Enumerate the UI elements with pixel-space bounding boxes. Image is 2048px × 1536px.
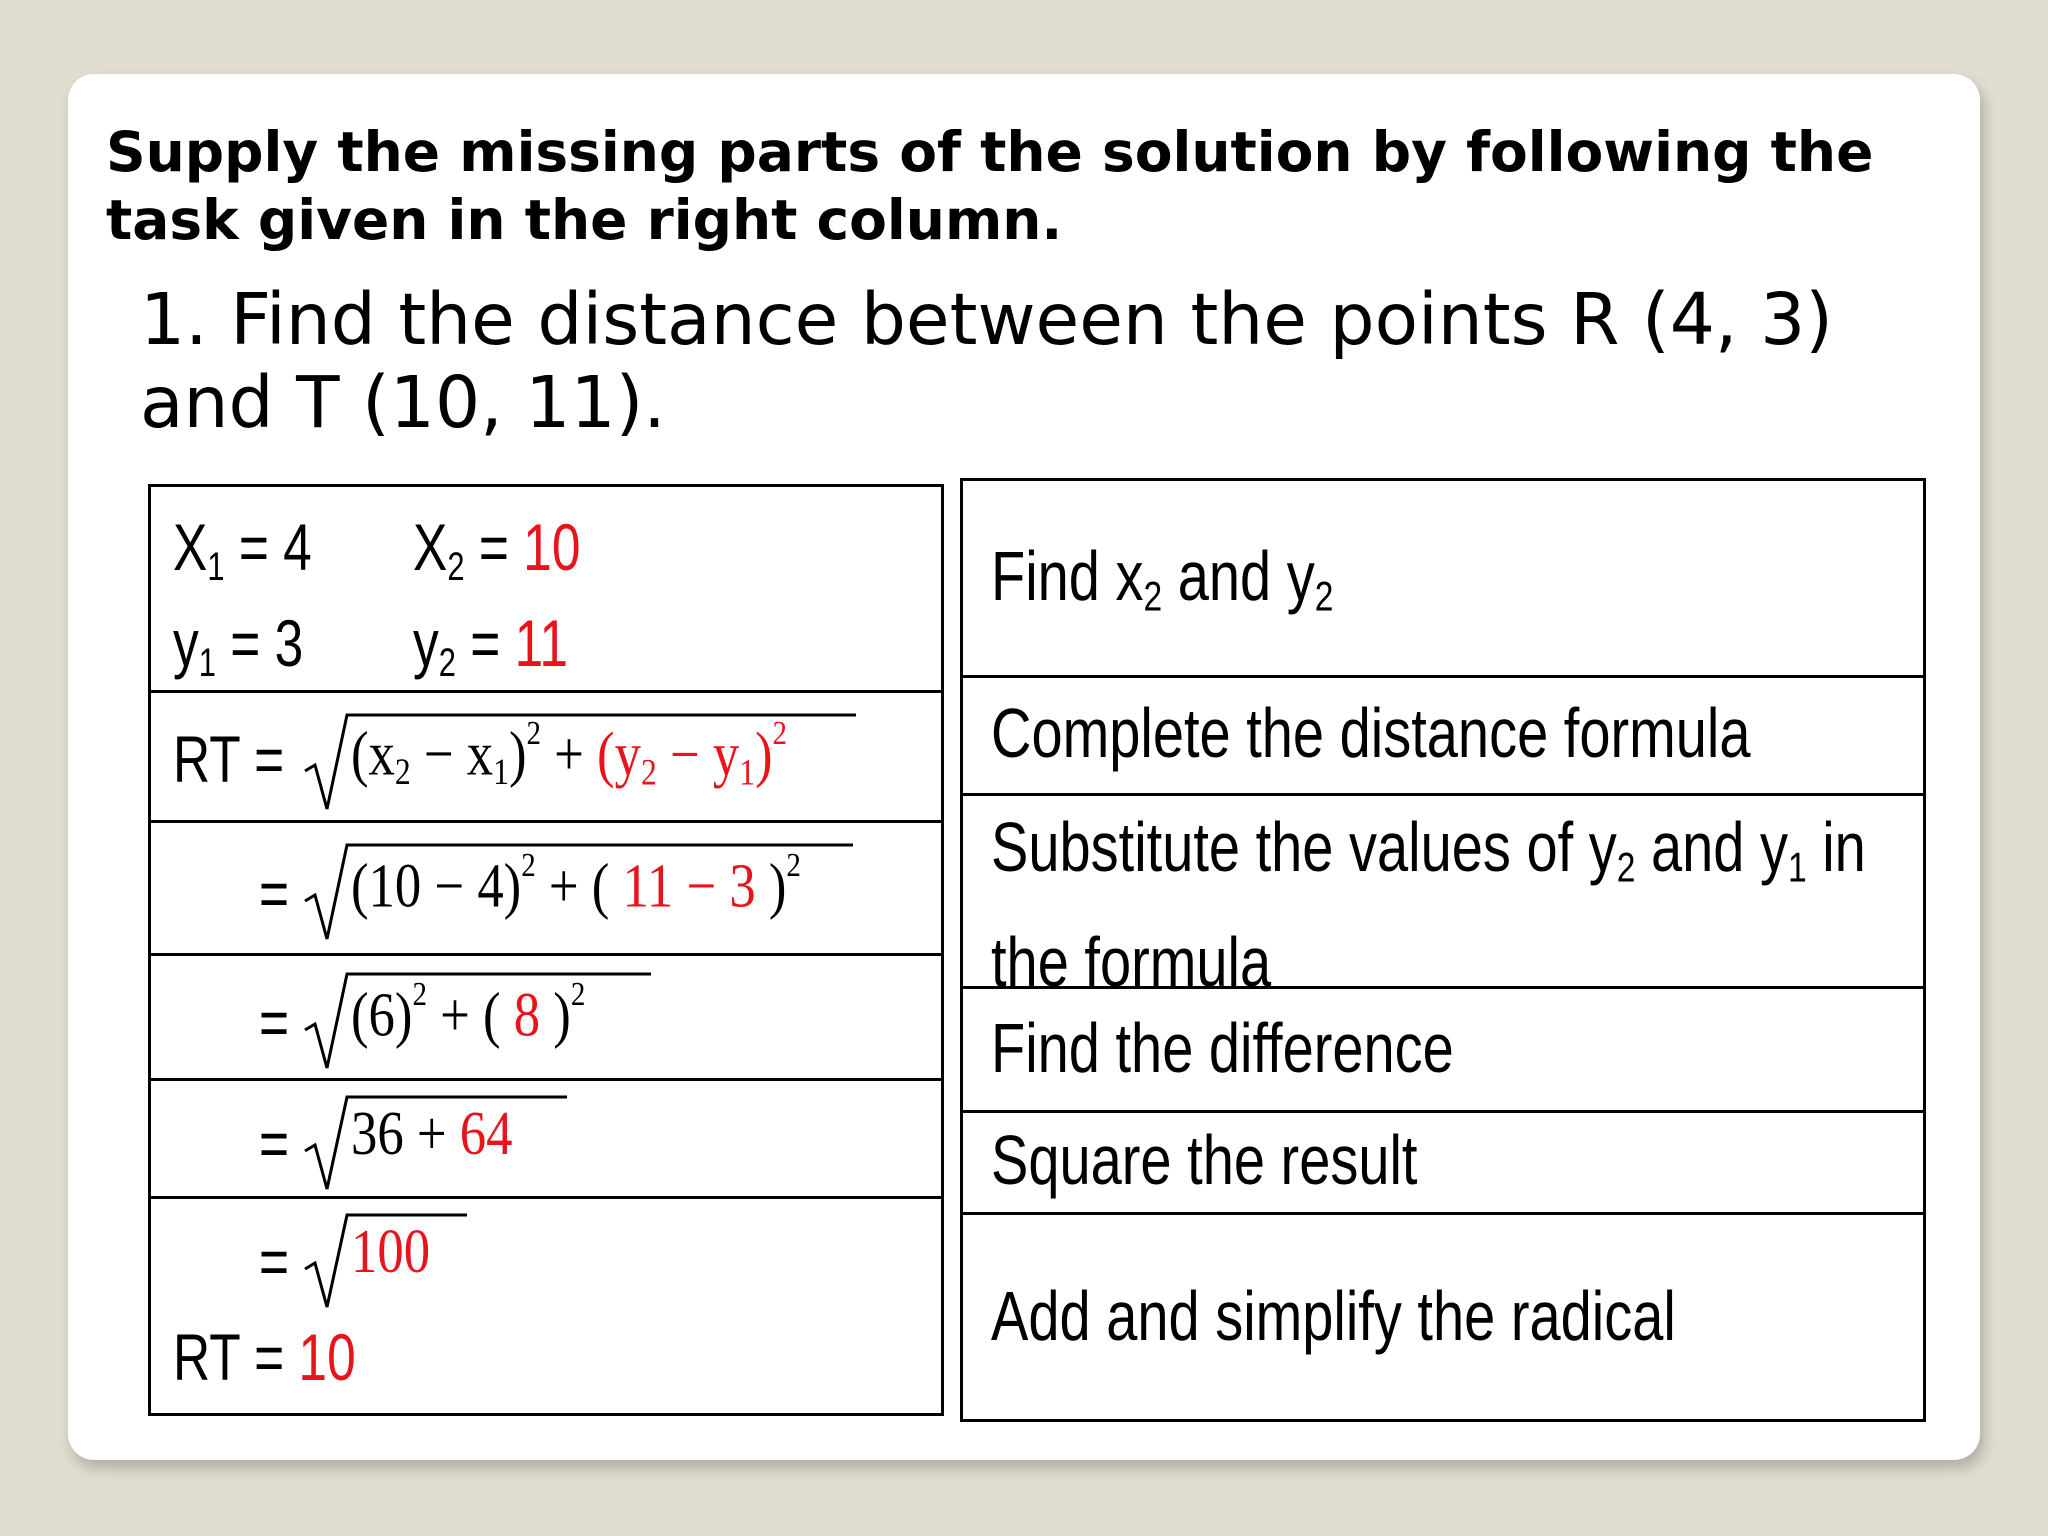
- final-answer: RT = 10: [173, 1320, 356, 1394]
- solution-table: [148, 484, 944, 1416]
- task-row-3: [963, 793, 1923, 1001]
- instruction-text: Supply the missing parts of the solution by following the task given in the right column.: [106, 120, 1874, 252]
- task-row-2: [963, 675, 1923, 793]
- sum-value: 100: [351, 1218, 431, 1286]
- formula-answer: $(y_2 - y_1)$: [597, 720, 773, 793]
- task-find-x2-y2: Find $x_2$ and $y_2$: [991, 537, 1334, 620]
- task-add-simplify: Add and simplify the radical: [991, 1277, 1676, 1355]
- task-row-1: [963, 481, 1923, 675]
- task-row-6: [963, 1212, 1923, 1425]
- task-substitute: Substitute the values of $y_2$ and $y_1$ in the formula: [991, 808, 1866, 1001]
- equals-sign: =: [259, 856, 290, 930]
- given-values-row: [151, 487, 941, 690]
- substitution-row: [151, 820, 941, 953]
- distance-formula: $(x_2 - x_1)^2 + (y_2 - y_1)^2$: [351, 715, 788, 793]
- task-complete-formula: Complete the distance formula: [991, 694, 1751, 772]
- formula-row: [151, 690, 941, 820]
- difference-row: [151, 953, 941, 1078]
- equals-sign: =: [259, 1106, 290, 1180]
- task-square-result: Square the result: [991, 1121, 1418, 1199]
- equals-sign: =: [259, 1224, 290, 1298]
- y2-given: $y_2 = 11$: [413, 606, 569, 685]
- squared-values: 36 + 64: [351, 1100, 513, 1168]
- rt-label: RT =: [173, 722, 285, 796]
- difference-values: $(6)^2$ + ( 8 )$^2$: [351, 976, 586, 1050]
- result-row: [151, 1196, 941, 1415]
- substituted-values: $(10 - 4)^2$ + ( 11 − 3 )$^2$: [351, 847, 801, 921]
- problem-statement: 1. Find the distance between the points R (4, 3) and T (10, 11).: [140, 278, 1833, 444]
- task-row-5: [963, 1110, 1923, 1212]
- task-row-4: [963, 986, 1923, 1110]
- x1-given: $X_1 = 4$: [173, 510, 312, 589]
- y1-given: $y_1 = 3$: [173, 606, 304, 685]
- task-find-difference: Find the difference: [991, 1009, 1454, 1087]
- equals-sign: =: [259, 985, 290, 1059]
- square-row: [151, 1078, 941, 1196]
- x2-given: $X_2 = 10$: [413, 510, 581, 589]
- task-table: [960, 478, 1926, 1422]
